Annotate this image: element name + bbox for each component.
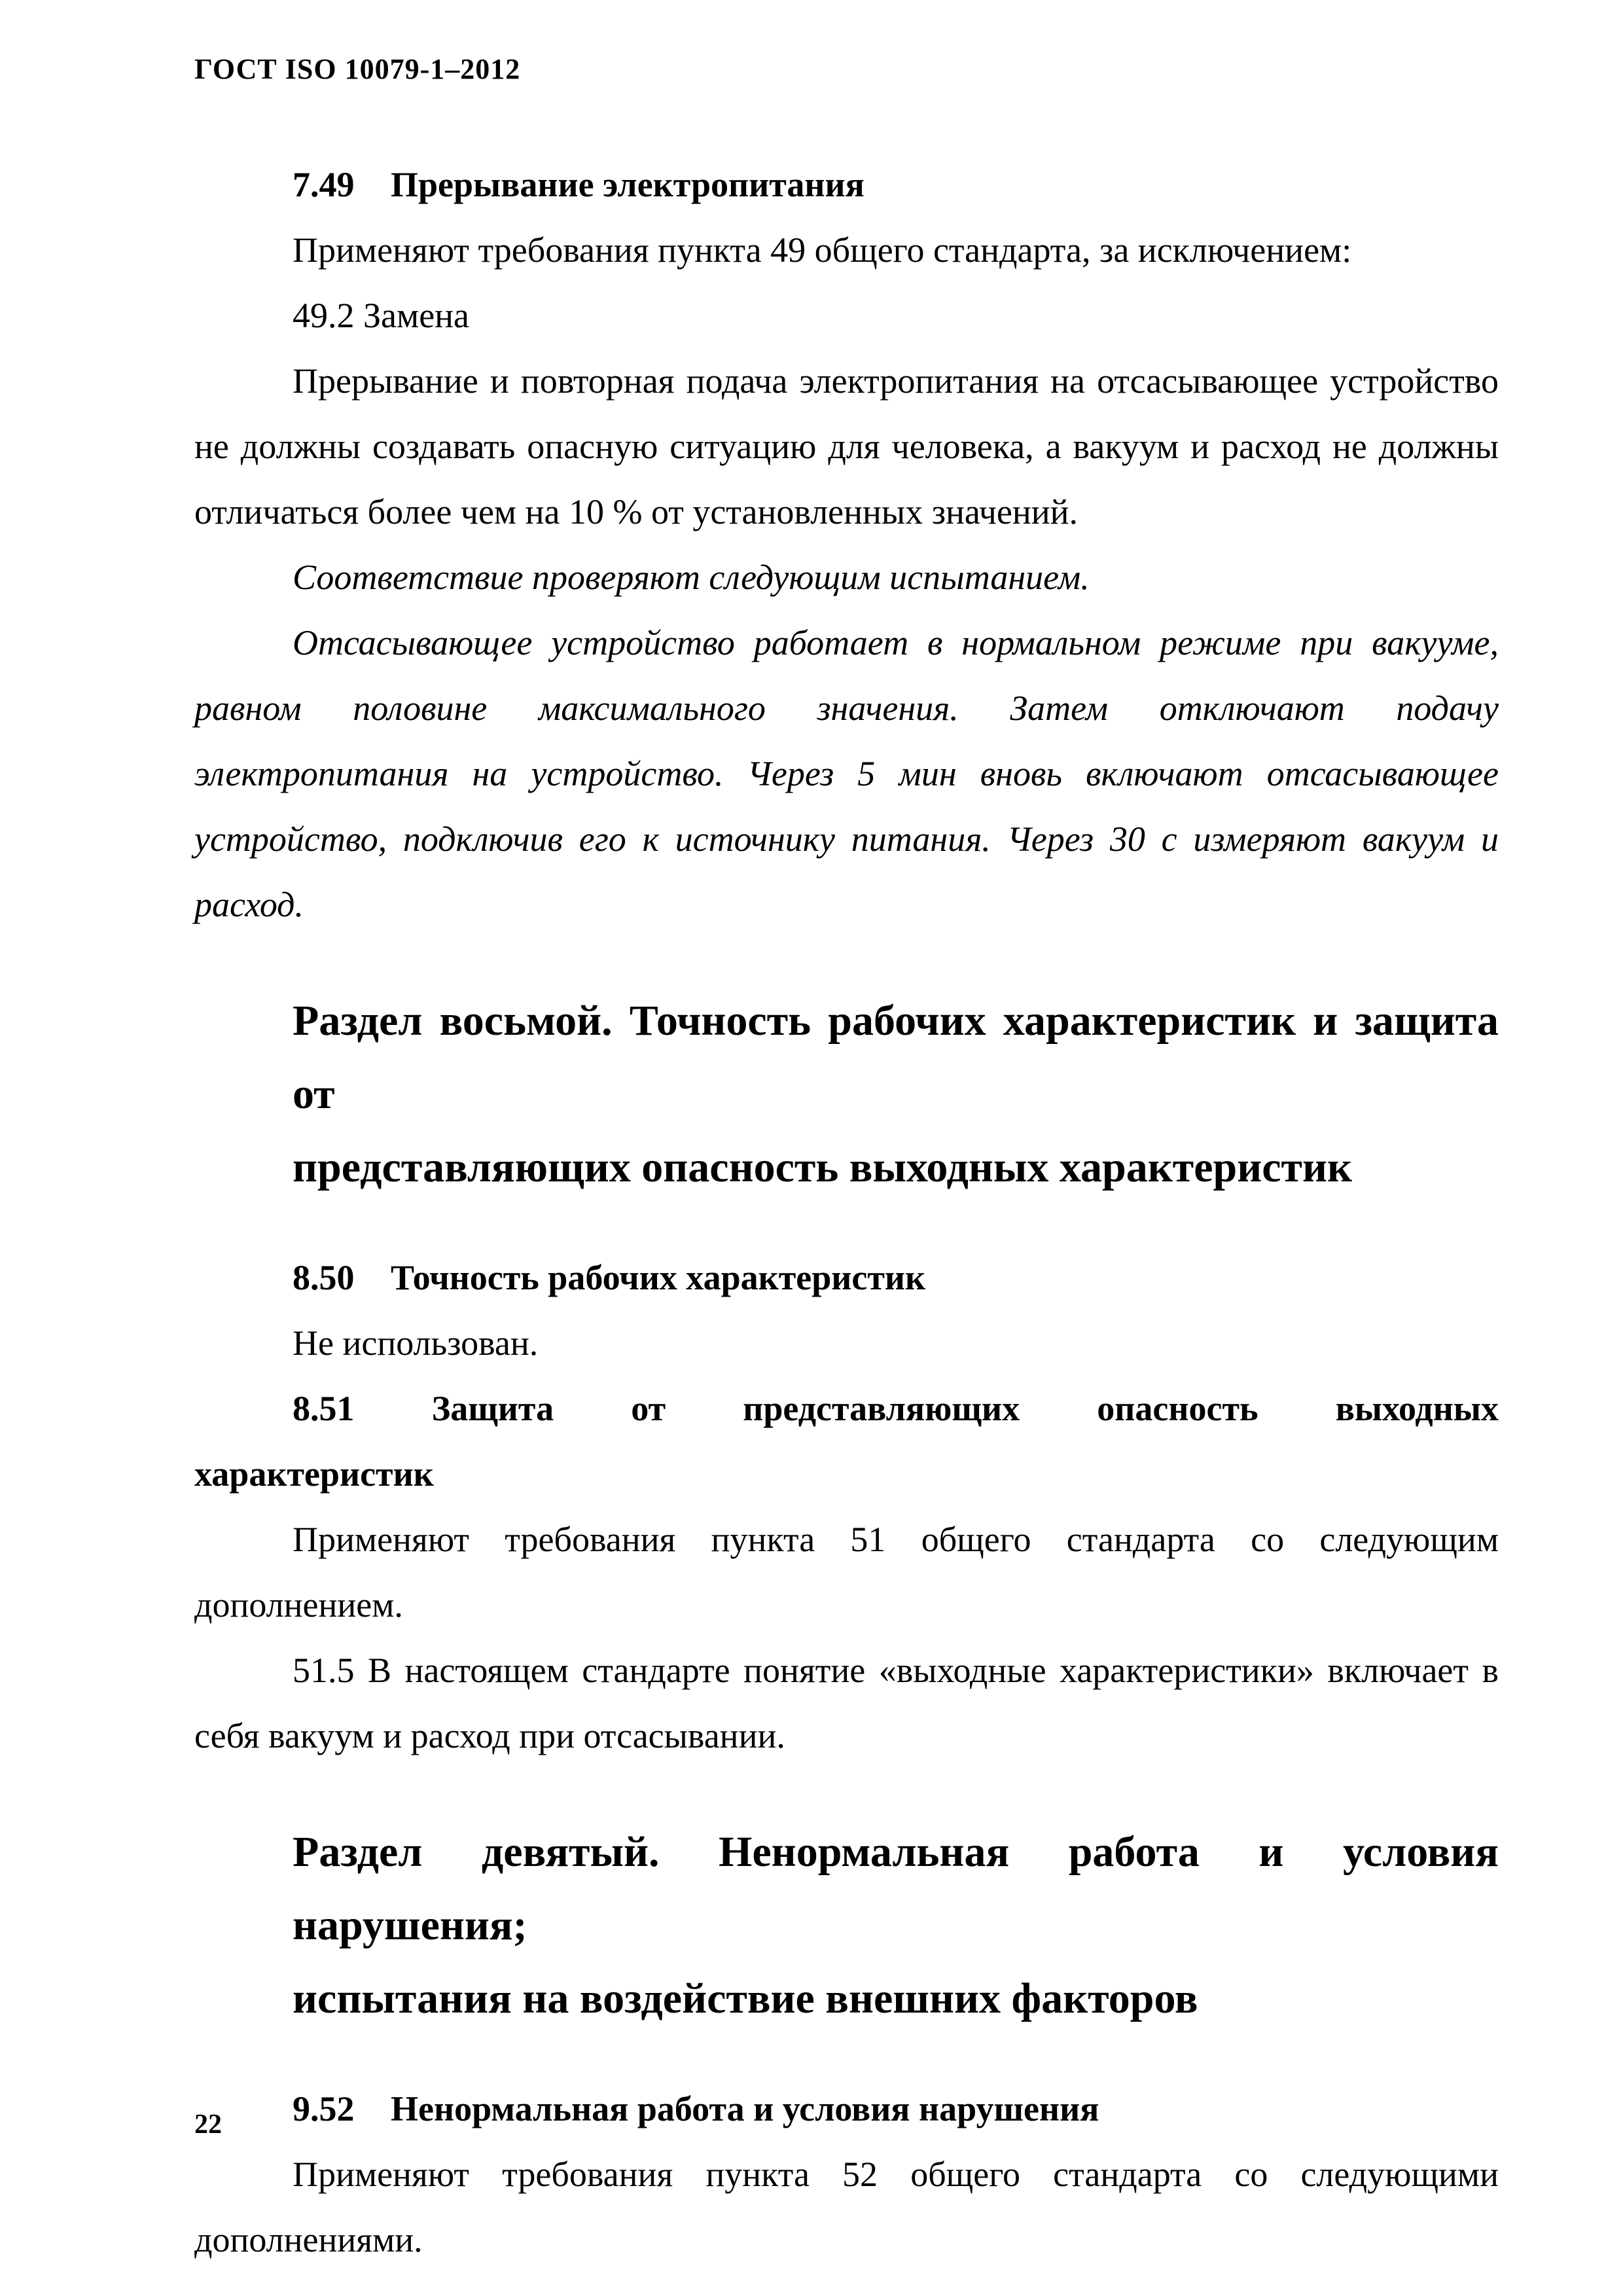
section-heading-8: [194, 984, 1499, 1204]
paragraph-49-2-body: Прерывание и повторная подача электропитания на отсасывающее устройство не должны создавать опасную ситуацию для человека, а вакуум и расход не должны отличаться более чем на 10 % от установленных значений.: [194, 361, 1499, 531]
paragraph-compliance-note: Соответствие проверяют следующим испытанием.: [293, 558, 1090, 597]
section-heading-9-line1: Раздел девятый. Ненормальная работа и условия нарушения;: [293, 1828, 1499, 1949]
section-heading-8-line2: представляющих опасность выходных характеристик: [293, 1143, 1352, 1191]
subsection-title-line1: Защита от представляющих опасность выходных: [431, 1389, 1499, 1428]
paragraph-9-52-body: Применяют требования пункта 52 общего стандарта со следующими дополнениями.: [194, 2155, 1499, 2259]
document-code-header: ГОСТ ISO 10079-1–2012: [194, 53, 521, 85]
page-number: 22: [194, 2109, 222, 2140]
paragraph-test-procedure: Отсасывающее устройство работает в нормальном режиме при вакууме, равном половине максимального значения. Затем отключают подачу электропитания на устройство. Через 5 мин вновь включают отсасывающее устройство, подключив его к источнику питания. Через 30 с измеряют вакуум и расход.: [194, 623, 1499, 924]
subsection-title: Прерывание электропитания: [391, 165, 865, 204]
subsection-heading-8-51: [194, 1376, 1499, 1507]
subsection-number: 8.50: [293, 1258, 355, 1297]
subsection-heading-9-52: [194, 2076, 1499, 2142]
subsection-title-line2: характеристик: [194, 1454, 434, 1494]
subsection-number: 8.51: [293, 1389, 355, 1428]
section-heading-9-line2: испытания на воздействие внешних факторов: [293, 1975, 1198, 2022]
paragraph-8-50-body: Не использован.: [293, 1323, 539, 1363]
subsection-heading-7-49: [194, 152, 1499, 217]
paragraph-8-51-body: Применяют требования пункта 51 общего стандарта со следующим дополнением.: [194, 1520, 1499, 1624]
subsection-title: Ненормальная работа и условия нарушения: [391, 2089, 1099, 2128]
subsection-title: Точность рабочих характеристик: [391, 1258, 926, 1297]
subsection-number: 9.52: [293, 2089, 355, 2128]
section-heading-9: [194, 1816, 1499, 2036]
paragraph-7-49-intro: Применяют требования пункта 49 общего стандарта, за исключением:: [293, 230, 1352, 270]
subsection-number: 7.49: [293, 165, 355, 204]
subsection-heading-8-51-line1: [194, 1376, 1499, 1441]
subsection-heading-8-50: [194, 1245, 1499, 1310]
section-heading-8-line1: Раздел восьмой. Точность рабочих характеристик и защита от: [293, 997, 1499, 1118]
paragraph-49-2-label: 49.2 Замена: [293, 296, 470, 335]
paragraph-51-5-body: 51.5 В настоящем стандарте понятие «выходные характеристики» включает в себя вакуум и расход при отсасывании.: [194, 1651, 1499, 1755]
page-content: [194, 152, 1499, 2272]
